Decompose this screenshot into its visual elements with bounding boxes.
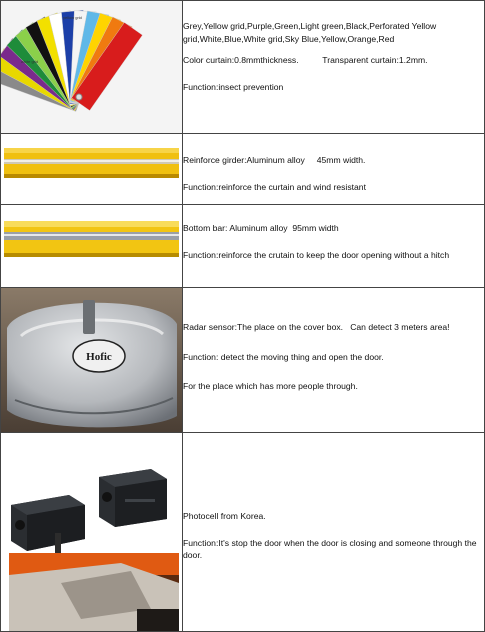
girder-spec-text: Reinforce girder:Aluminum alloy 45mm width.: [183, 155, 366, 165]
bottom-bar-image: [1, 205, 182, 287]
swatch-label: yellow grid: [63, 15, 82, 20]
reinforce-girder-image: [1, 134, 182, 204]
bottom-bar-description: [183, 222, 483, 261]
photocell-spec-text: Photocell from Korea.: [183, 511, 266, 521]
radar-spec-text: Radar sensor:The place on the cover box. Can detect 3 meters area!: [183, 322, 450, 332]
usage-text: For the place which has more people through.: [183, 381, 358, 391]
photocell-description: [183, 510, 483, 562]
function-text: Function:insect prevention: [183, 81, 284, 92]
function-text: Function:It's stop the door when the door is closing and someone through the door.: [183, 537, 479, 560]
color-list-text: Grey,Yellow grid,Purple,Green,Light green,Black,Perforated Yellow grid,White,Blue,White grid,Sky Blue,Yellow,Orange,Red: [183, 21, 439, 44]
reinforce-girder-description: [183, 154, 483, 193]
radar-sensor-image: [1, 288, 182, 432]
function-text: Function:reinforce the curtain and wind resistant: [183, 181, 366, 192]
swatch-pin: [76, 94, 82, 100]
color-curtain-description: [183, 20, 483, 93]
photocell-image: [1, 433, 182, 631]
color-curtain-image: [1, 1, 182, 133]
bottom-bar-spec-text: Bottom bar: Aluminum alloy 95mm width: [183, 223, 339, 233]
radar-sensor-description: [183, 321, 483, 393]
thickness-text: Color curtain:0.8mmthickness. Transparent curtain:1.2mm.: [183, 55, 428, 65]
sensor-logo: Hofic: [86, 351, 112, 363]
swatch-label: white grid: [21, 59, 39, 64]
function-text: Function:reinforce the crutain to keep the door opening without a hitch: [183, 249, 450, 260]
function-text: Function: detect the moving thing and open the door.: [183, 351, 384, 362]
